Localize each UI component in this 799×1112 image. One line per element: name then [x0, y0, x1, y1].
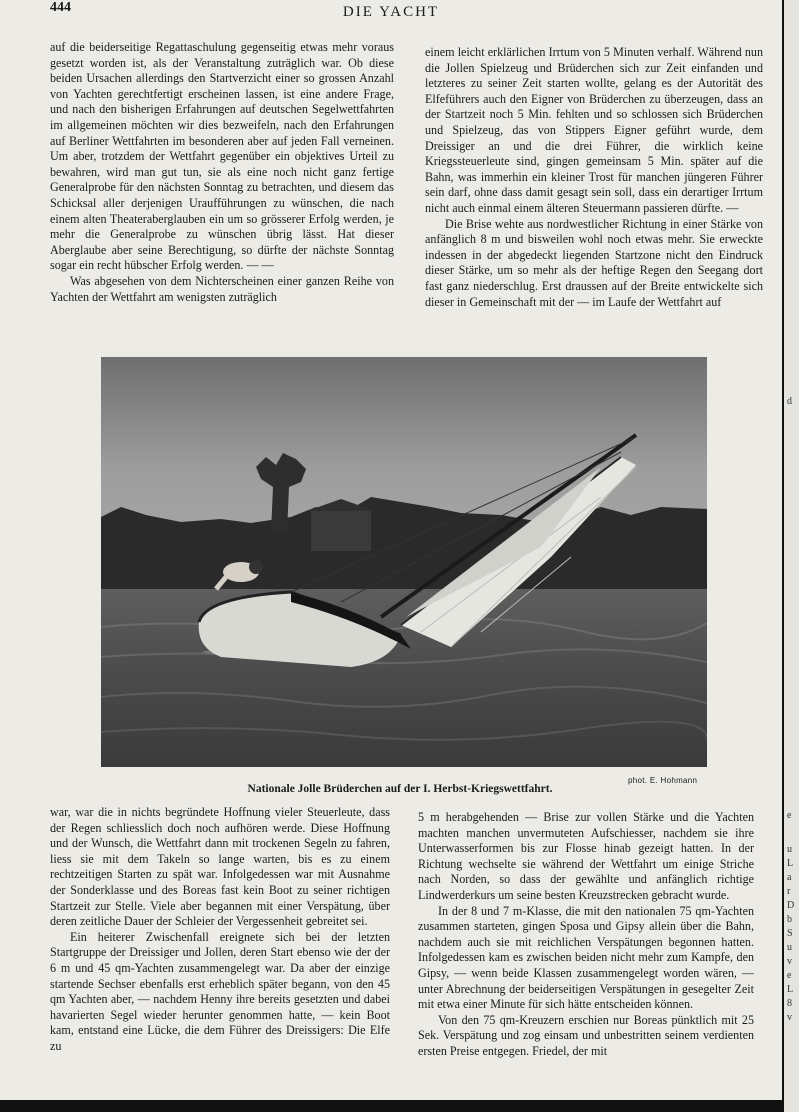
photo-credit: phot. E. Hohmann — [628, 776, 698, 785]
next-page-fragment: r — [787, 886, 791, 897]
next-page-fragment: S — [787, 928, 793, 939]
paragraph: Von den 75 qm-Kreuzern erschien nur Boreas pünktlich mit 25 Sek. Verspätung und zog einsam und unbestritten seinem verdienten ersten Preise entgegen. Friedel, der mit — [418, 1012, 754, 1058]
next-page-fragment: u — [787, 844, 792, 855]
paragraph: In der 8 und 7 m-Klasse, die mit den nationalen 75 qm-Yachten zusammen starteten, gingen Sposa und Gipsy allein über die Bahn, nachdem auch sie mit reichlichen Verspätungen begonnen hatten. Infolgedessen kam es zwischen beiden nicht mehr zum Kampfe, den Gipsy, — wenn beide Klassen zusammengelegt worden wären, — unter Abrechnung der beiderseitigen Verspätungen in gesegelter Zeit mit etwa einer Minute für sich hätte entscheiden können. — [418, 903, 754, 1012]
top-right-column — [425, 45, 763, 310]
paragraph: Was abgesehen von dem Nichterscheinen einer ganzen Reihe von Yachten der Wettfahrt am wenigsten zuträglich — [50, 273, 394, 304]
next-page-fragment: L — [787, 858, 794, 869]
next-page-fragment: d — [787, 396, 792, 407]
paragraph: einem leicht erklärlichen Irrtum von 5 Minuten verhalf. Während nun die Jollen Spielzeug und Brüderchen sich zur Zeit einfanden und letzteres zu seiner Zeit starten wollte, gelang es der Autorität des Elfeführers auch den Eigner von Brüderchen zu überzeugen, dass an der Startzeit noch 5 Min. fehlten und so schlossen sich Brüderchen und Spielzeug, das von Stippers Eigner geführt wurde, dem Dreissiger an und die drei Führer, die wirklich keine Kriegssteuerleute sind, gingen gemeinsam 5 Min. später auf die Bahn, was immerhin ein kleiner Trost für manchen jüngeren Führer sein darf, ohne dass damit gesagt sein soll, dass ein derartiger Irrtum nicht auch einmal einem älteren Steuermann passieren dürfte. — — [425, 45, 763, 215]
next-page-fragment: v — [787, 1012, 792, 1023]
next-page-fragment: D — [787, 900, 795, 911]
top-left-column — [50, 40, 394, 305]
paragraph: war, war die in nichts begründete Hoffnung vieler Steuerleute, dass der Regen schliesslich doch noch aufhören werde. Diese Hoffnung und der Wunsch, die Wettfahrt dann mit trockenen Segeln zu fahren, liess sie mit dem Takeln so lange warten, bis es zu einem rechtzeitigen Starten zu spät war. Infolgedessen war mit Ausnahme der Sonderklasse und des Boreas fast kein Boot zu seiner richtigen Startzeit zur Stelle. Viele aber begannen mit einer Verspätung, über deren zeitliche Dauer der Schleier der Vergessenheit gebreitet sei. — [50, 805, 390, 929]
bottom-left-column — [50, 805, 390, 1055]
paragraph: auf die beiderseitige Regattaschulung gegenseitig etwas mehr voraus gesetzt worden ist, als der Veranstaltung zuträglich war. Ob diese beiden Ursachen allerdings den Startverzicht einer so grossen Anzahl von Yachten gerechtfertigt erscheinen lassen, ist eine andere Frage, und nach den bisherigen Erfahrungen auf deutschen Segelwettfahrten im allgemeinen möchten wir dies bezweifeln, nach den Erfahrungen auf Berliner Wettfahrten im besonderen aber auf jeden Fall verneinen. Um aber, trotzdem der Wettfahrt gegenüber ein objektives Urteil zu bewahren, wird man gut tun, sie als eine noch nicht ganz fertige Generalprobe für den nächsten Sonntag zu betrachten, und diesem das Schicksal aller derjenigen Uraufführungen zu wünschen, die nach einem alten Theateraberglauben ein um so grösserer Erfolg werden, je mehr die Generalprobe zu wünschen übrig lässt. Hat dieser Aberglaube aber seine Berechtigung, so dürfte der nächste Sonntag sogar ein recht hübscher Erfolg werden. — — — [50, 40, 394, 273]
paragraph: Die Brise wehte aus nordwestlicher Richtung in einer Stärke von anfänglich 8 m und bisweilen wohl noch etwas mehr. Sie erweckte indessen in der abgedeckt liegenden Startzone nicht den Eindruck dieser Stärke, um so mehr als der heftige Regen den Seegang dort fast ganz niederschlug. Erst draussen auf der Breite entwickelte sich dieser in Gemeinschaft mit der — im Laufe der Wettfahrt auf — [425, 216, 763, 309]
photo-caption: Nationale Jolle Brüderchen auf der I. Herbst-Kriegswettfahrt. — [247, 783, 553, 795]
next-page-fragment: a — [787, 872, 792, 883]
next-page-edge — [784, 0, 799, 1112]
page-number: 444 — [50, 0, 71, 15]
next-page-fragment: u — [787, 942, 792, 953]
bottom-right-column — [418, 810, 754, 1060]
paragraph: 5 m herabgehenden — Brise zur vollen Stärke und die Yachten machten manchen unvermuteten Aufschiesser, nachdem sie ihre Unterwasserformen bis zur Flosse hinab gezeigt hatten. In der Richtung wechselte sie während der Wettfahrt um einige Striche nach Norden, so dass der gewählte und anfänglich richtige Lindwerderkurs um seine besten Kreuzstrecken gebracht wurde. — [418, 810, 754, 902]
next-page-fragment: b — [787, 914, 792, 925]
next-page-fragment: 8 — [787, 998, 792, 1009]
running-head: DIE YACHT — [342, 4, 440, 20]
dinghy-heeling-illustration — [101, 357, 707, 767]
next-page-fragment: v — [787, 956, 792, 967]
paragraph: Ein heiterer Zwischenfall ereignete sich bei der letzten Startgruppe der Dreissiger und Jollen, deren Start ebenso wie der der 6 m und 45 qm-Yachten zusammengelegt war. Da aber der einzige startende Sechser ebenfalls erst erheblich später begann, von den 45 qm Yachten aber, — nachdem Henny ihre bereits gesetzten und dabei havarierten Segel wieder herunter genommen hatte, — kein Boot kam, entstand eine Lücke, die dem Führer des Dreissigers: Die Elfe zu — [50, 929, 390, 1053]
next-page-fragment: e — [787, 970, 792, 981]
sailing-dinghy-photo — [101, 357, 707, 767]
next-page-fragment: L — [787, 984, 794, 995]
next-page-fragment: e — [787, 810, 792, 821]
